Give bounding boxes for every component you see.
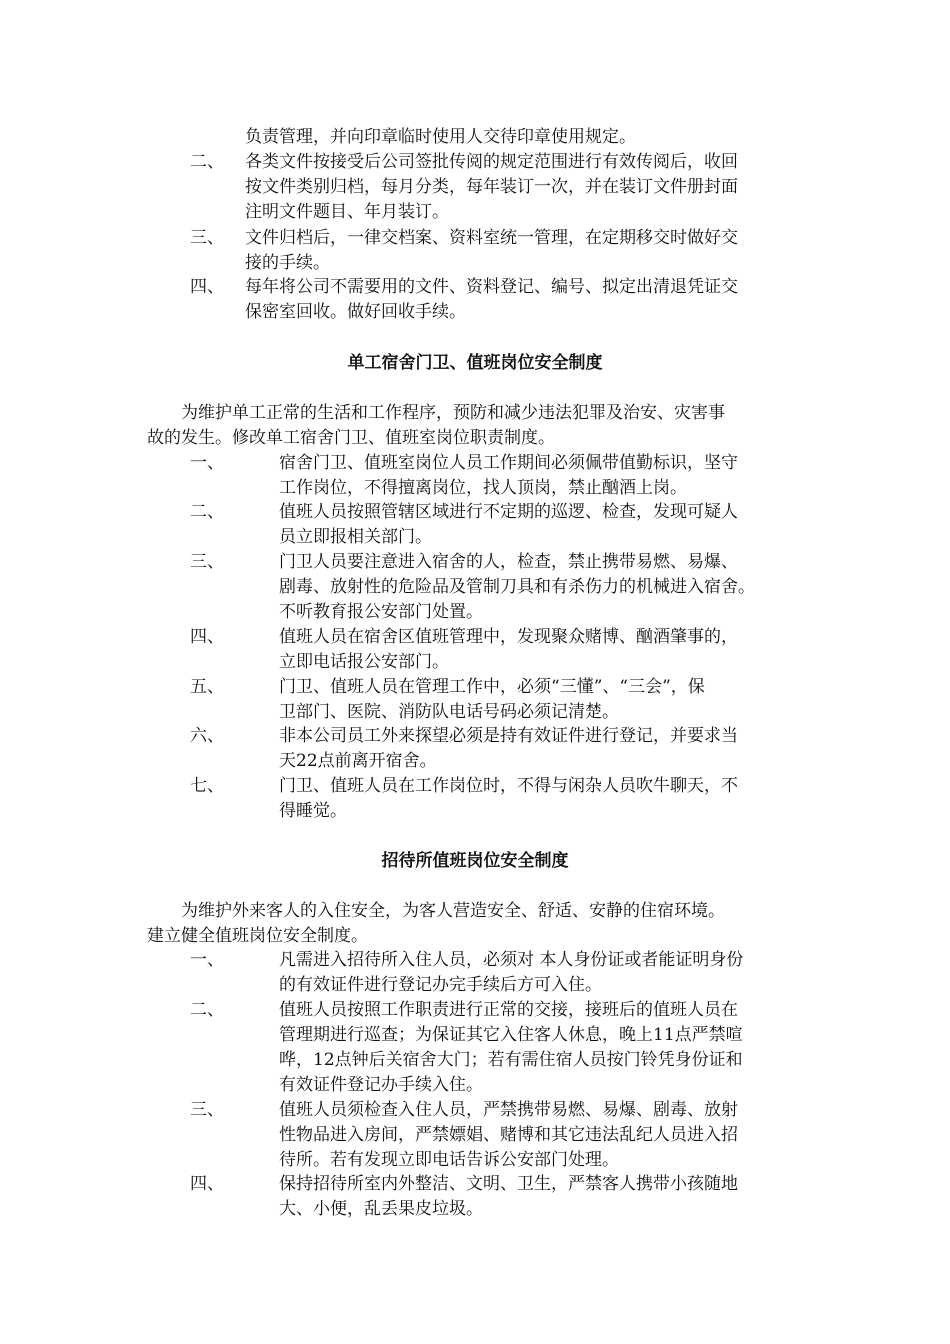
list-item-text: 保持招待所室内外整洁、文明、卫生，严禁客人携带小孩随地 大、小便，乱丢果皮垃圾。: [279, 1174, 738, 1219]
list-item-text: 文件归档后，一律交档案、资料室统一管理，在定期移交时做好交 接的手续。: [245, 228, 738, 273]
list-item-number: 三、: [190, 228, 224, 248]
section-title: 招待所值班岗位安全制度: [381, 851, 569, 871]
list-item-text: 值班人员按照管辖区域进行不定期的巡逻、检查，发现可疑人 员立即报相关部门。: [279, 502, 738, 547]
list-item-text: 凡需进入招待所入住人员，必须对 本人身份证或者能证明身份 的有效证件进行登记办完手续后方可入住。: [279, 950, 744, 995]
list-item-text: 各类文件按接受后公司签批传阅的规定范围进行有效传阅后，收回 按文件类别归档，每月分类，每年装订一次，并在装订文件册封面 注明文件题目、年月装订。: [245, 152, 738, 222]
section-intro: 为维护外来客人的入住安全，为客人营造安全、舒适、安静的住宿环境。 建立健全值班岗位安全制度。: [147, 901, 725, 946]
list-item-number: 三、: [190, 552, 224, 572]
list-item-continuation: 负责管理，并向印章临时使用人交待印章使用规定。: [245, 127, 636, 147]
list-item-text: 门卫、值班人员在管理工作中，必须“三懂”、“三会”，保 卫部门、医院、消防队电话号码必须记清楚。: [279, 677, 705, 722]
list-item-text: 值班人员在宿舍区值班管理中，发现聚众赌博、酗酒肇事的， 立即电话报公安部门。: [279, 627, 738, 672]
list-item-number: 四、: [190, 1174, 224, 1194]
list-item-number: 四、: [190, 277, 224, 297]
list-item-number: 三、: [190, 1100, 224, 1120]
list-item-number: 二、: [190, 1000, 224, 1020]
list-item-number: 二、: [190, 502, 224, 522]
list-item-text: 每年将公司不需要用的文件、资料登记、编号、拟定出清退凭证交 保密室回收。做好回收手续。: [245, 277, 738, 322]
list-item-text: 值班人员按照工作职责进行正常的交接，接班后的值班人员在 管理期进行巡查；为保证其它入住客人休息，晚上11点严禁喧 哗，12点钟后关宿舍大门；若有需住宿人员按门铃凭身份证和 有效证件登记办手续入住。: [279, 1000, 743, 1095]
list-item-number: 一、: [190, 950, 224, 970]
list-item-number: 五、: [190, 677, 224, 697]
list-item-number: 六、: [190, 726, 224, 746]
list-item-text: 门卫人员要注意进入宿舍的人，检查，禁止携带易燃、易爆、 剧毒、放射性的危险品及管制刀具和有杀伤力的机械进入宿舍。 不听教育报公安部门处置。: [279, 552, 755, 622]
list-item-text: 非本公司员工外来探望必须是持有效证件进行登记，并要求当 天22点前离开宿舍。: [279, 726, 738, 771]
list-item-number: 一、: [190, 453, 224, 473]
list-item-number: 四、: [190, 627, 224, 647]
list-item-number: 二、: [190, 152, 224, 172]
section-intro: 为维护单工正常的生活和工作程序，预防和减少违法犯罪及治安、灾害事 故的发生。修改单工宿舍门卫、值班室岗位职责制度。: [147, 403, 725, 448]
section-title: 单工宿舍门卫、值班岗位安全制度: [347, 353, 603, 373]
list-item-text: 值班人员须检查入住人员，严禁携带易燃、易爆、剧毒、放射 性物品进入房间，严禁嫖娼、赌博和其它违法乱纪人员进入招 待所。若有发现立即电话告诉公安部门处理。: [279, 1100, 738, 1170]
list-item-text: 宿舍门卫、值班室岗位人员工作期间必须佩带值勤标识，坚守 工作岗位，不得擅离岗位，找人顶岗，禁止酗酒上岗。: [279, 453, 738, 498]
list-item-text: 门卫、值班人员在工作岗位时，不得与闲杂人员吹牛聊天，不 得睡觉。: [279, 776, 738, 821]
list-item-number: 七、: [190, 776, 224, 796]
